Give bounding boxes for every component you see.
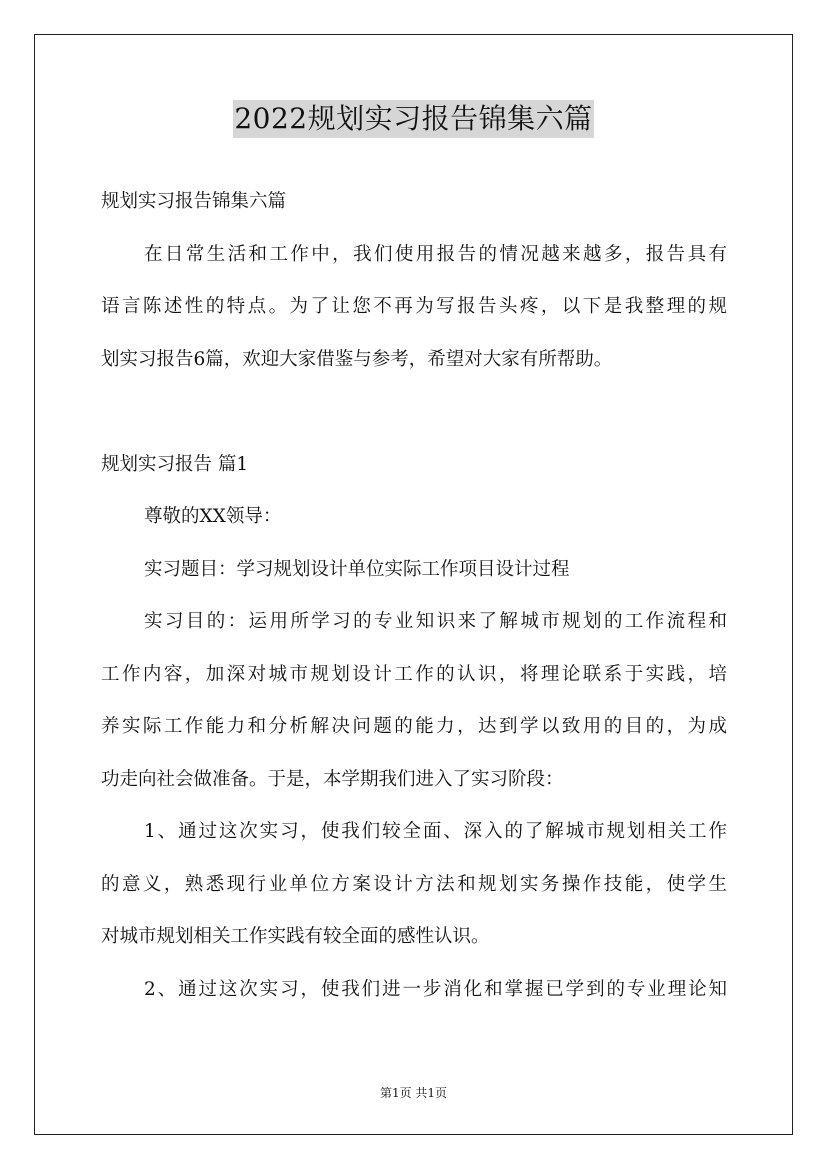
paragraph-line: 养实际工作能力和分析解决问题的能力，达到学以致用的目的，为成 <box>101 716 727 737</box>
subtitle-line: 规划实习报告锦集六篇 <box>101 191 287 212</box>
paragraph-line: 语言陈述性的特点。为了让您不再为写报告头疼，以下是我整理的规 <box>101 296 727 317</box>
salutation-line: 尊敬的XX领导： <box>144 506 282 527</box>
paragraph-line: 2、通过这次实习，使我们进一步消化和掌握已学到的专业理论知 <box>144 978 727 1000</box>
paragraph-line: 对城市规划相关工作实践有较全面的感性认识。 <box>101 926 490 947</box>
document-title: 2022规划实习报告锦集六篇 <box>233 100 593 138</box>
blank-line <box>101 386 727 439</box>
paragraph-line: 实习目的：运用所学习的专业知识来了解城市规划的工作流程和 <box>144 611 727 632</box>
page-number-footer: 第1页 共1页 <box>379 1086 448 1100</box>
document-body <box>101 176 727 1016</box>
paragraph-line: 功走向社会做准备。于是，本学期我们进入了实习阶段： <box>101 768 564 790</box>
paragraph-line: 的意义，熟悉现行业单位方案设计方法和规划实务操作技能，使学生 <box>101 873 727 895</box>
paragraph-line: 实习题目：学习规划设计单位实际工作项目设计过程 <box>144 558 570 580</box>
title-container <box>0 100 827 138</box>
section-heading: 规划实习报告 篇1 <box>101 453 249 475</box>
paragraph-line: 工作内容，加深对城市规划设计工作的认识，将理论联系于实践，培 <box>101 663 727 685</box>
paragraph-line: 划实习报告6篇，欢迎大家借鉴与参考，希望对大家有所帮助。 <box>101 348 613 370</box>
paragraph-line: 1、通过这次实习，使我们较全面、深入的了解城市规划相关工作 <box>144 821 727 842</box>
paragraph-line: 在日常生活和工作中，我们使用报告的情况越来越多，报告具有 <box>144 243 727 265</box>
